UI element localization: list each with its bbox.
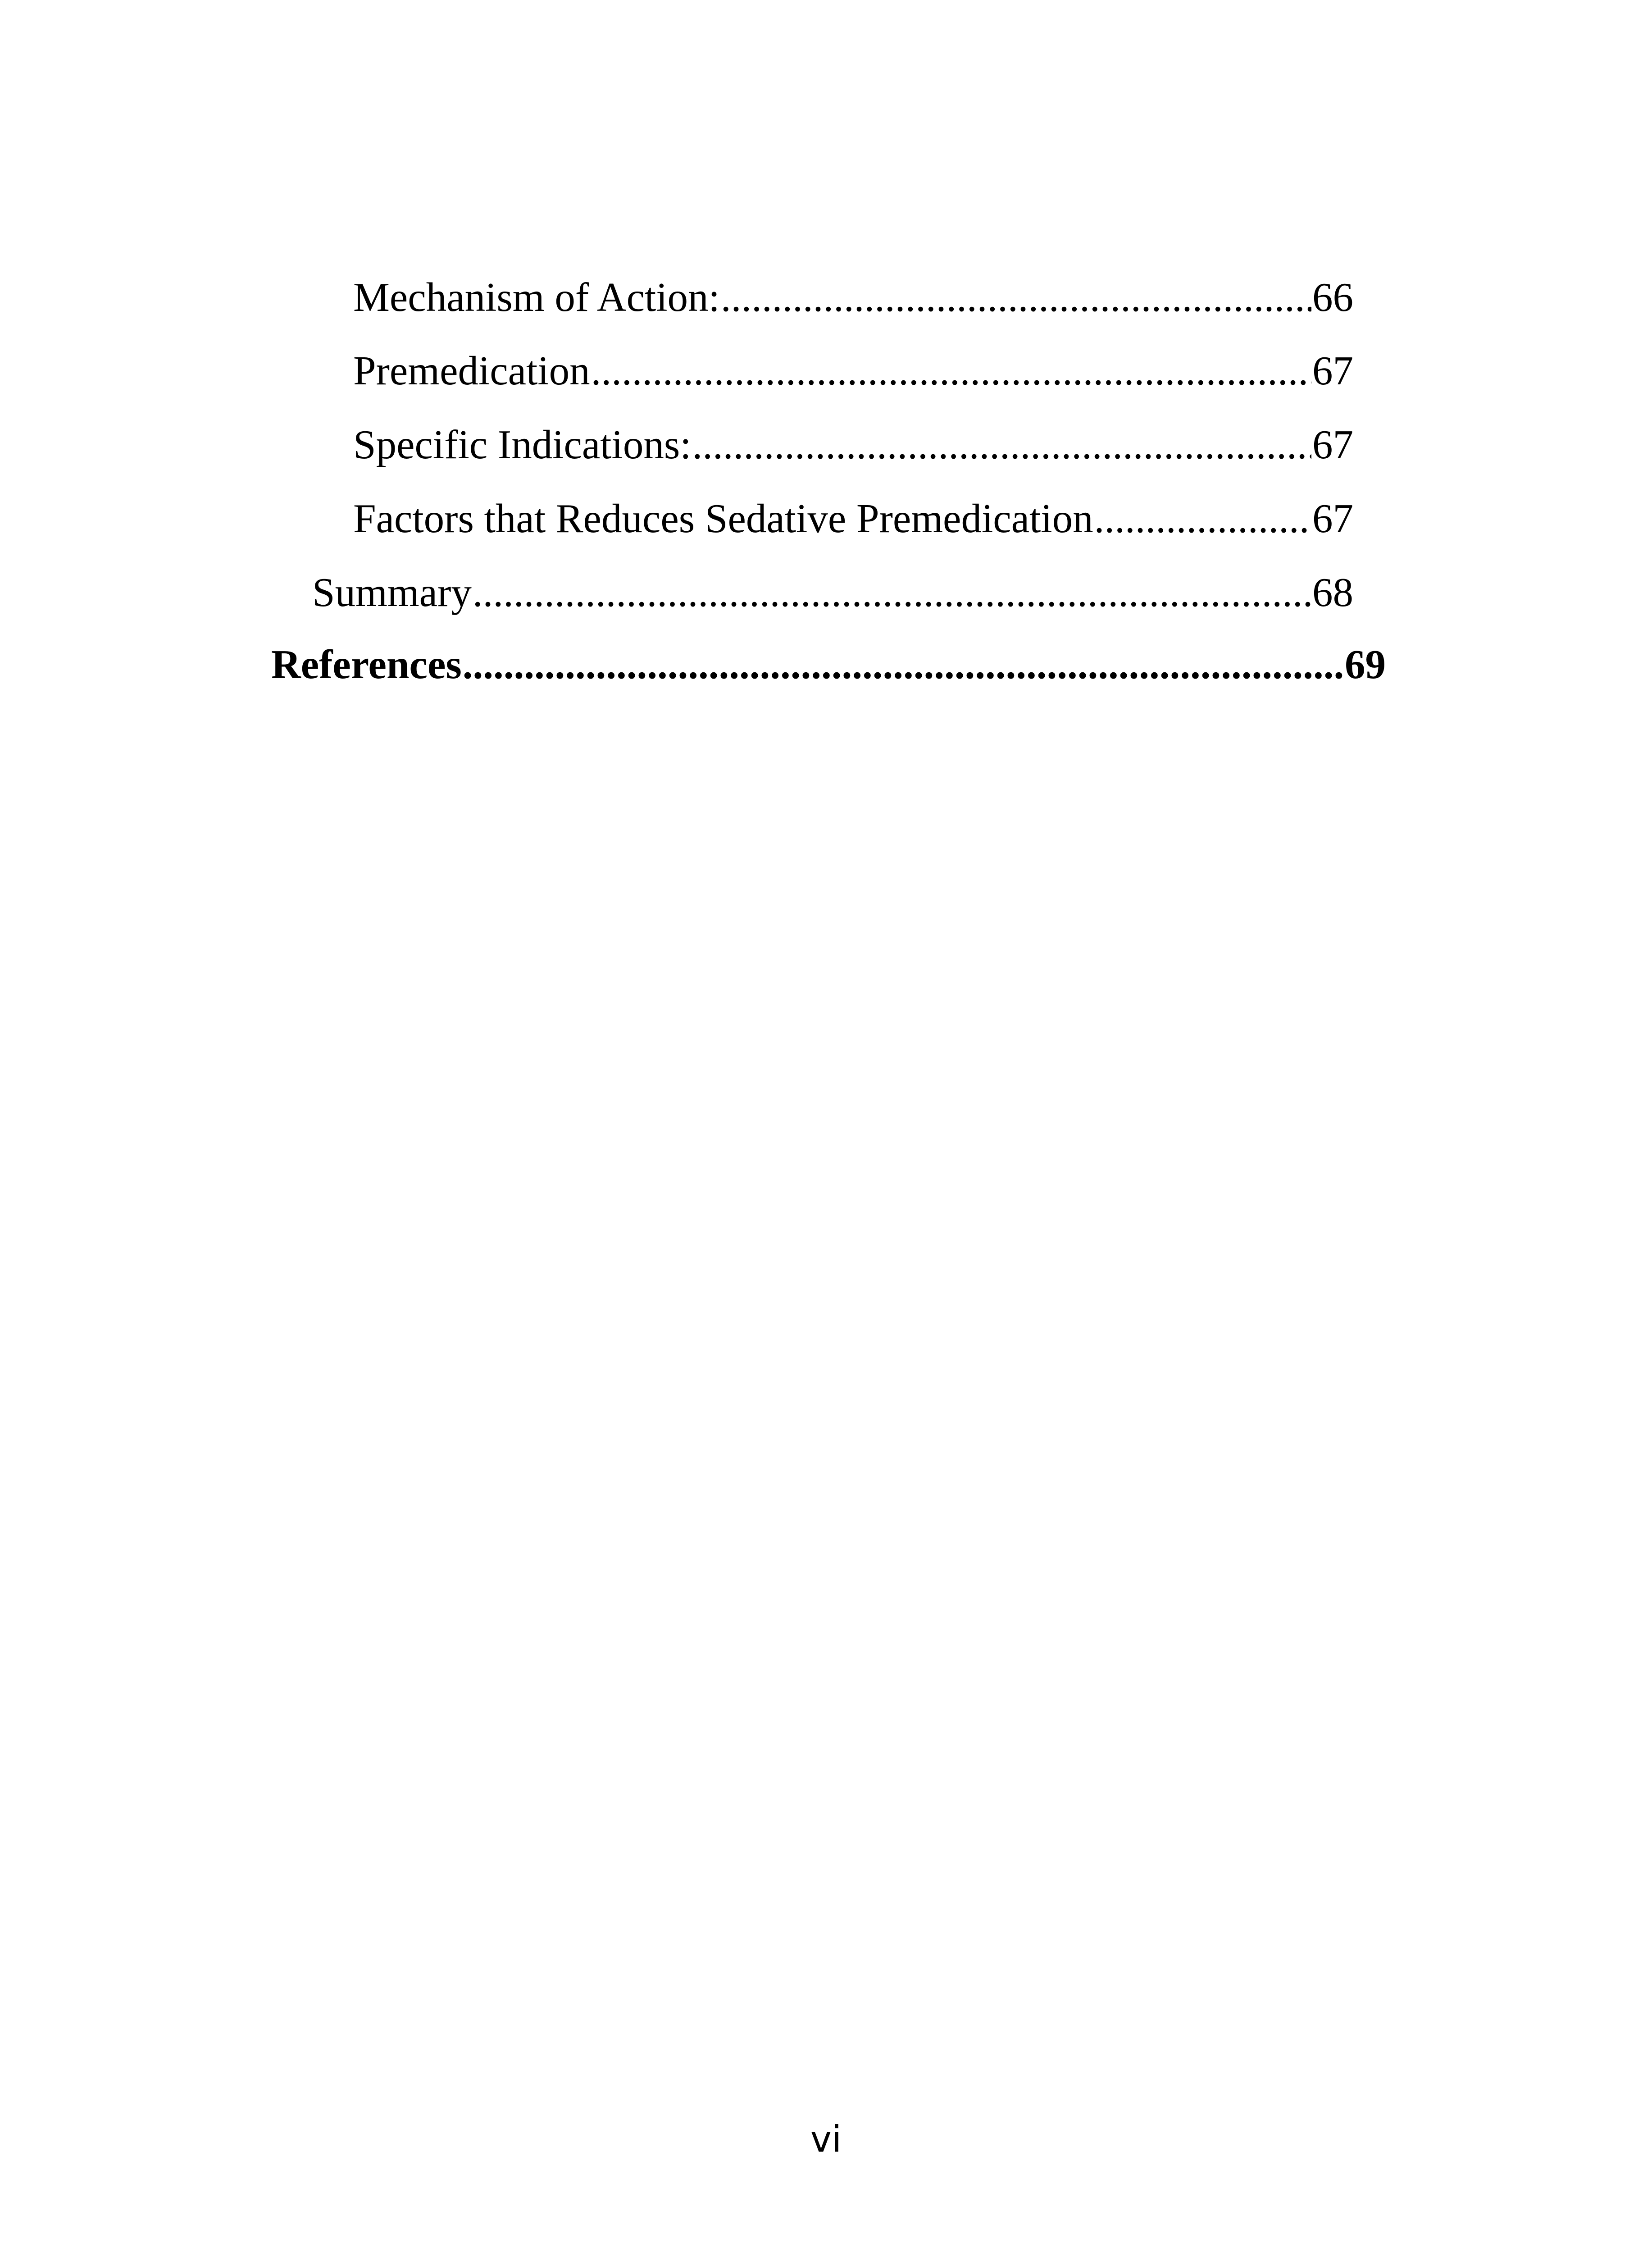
toc-entry-label: Summary	[312, 570, 472, 615]
toc-entry-mechanism-of-action[interactable]	[353, 273, 1353, 322]
page-number-footer: vi	[810, 2118, 842, 2160]
toc-entry-premedication[interactable]	[353, 346, 1353, 396]
dot-leader	[591, 346, 1311, 396]
dot-leader	[692, 420, 1311, 470]
toc-entry-page-number: 67	[1312, 348, 1353, 393]
toc-entry-factors-sedative-premedication[interactable]	[353, 494, 1353, 543]
toc-entry-page-number: 67	[1312, 422, 1353, 467]
dot-leader	[721, 273, 1311, 322]
toc-entry-page-number: 66	[1312, 274, 1353, 320]
toc-entry-label: References	[271, 642, 462, 687]
toc-entry-label: Specific Indications:	[353, 422, 692, 467]
toc-entry-references[interactable]	[271, 640, 1386, 689]
dot-leader	[473, 568, 1311, 617]
toc-entry-specific-indications[interactable]	[353, 420, 1353, 470]
toc-entry-page-number: 67	[1312, 496, 1353, 541]
toc-entry-summary[interactable]	[312, 568, 1353, 617]
toc-entry-page-number: 69	[1345, 642, 1386, 687]
toc-entry-label: Factors that Reduces Sedative Premedication	[353, 496, 1093, 541]
toc-entry-label: Premedication	[353, 348, 590, 393]
table-of-contents	[0, 0, 1652, 721]
dot-leader	[463, 640, 1344, 689]
toc-entry-label: Mechanism of Action:	[353, 274, 720, 320]
toc-entry-page-number: 68	[1312, 570, 1353, 615]
dot-leader	[1094, 494, 1311, 543]
